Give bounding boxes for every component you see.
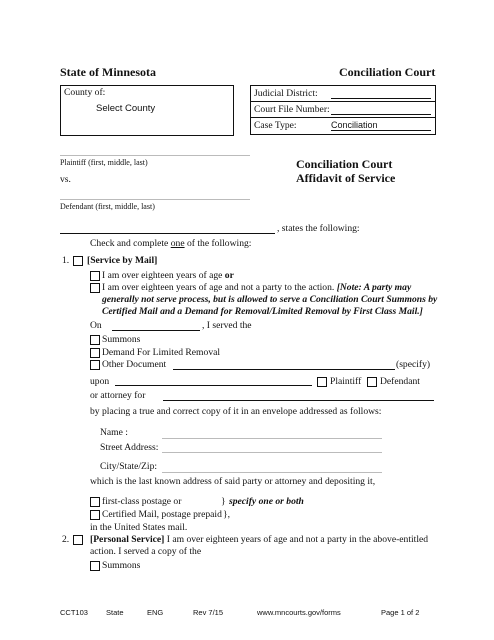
defendant-field[interactable] (60, 199, 250, 200)
other-document-field[interactable] (173, 369, 395, 370)
other-document-checkbox[interactable] (90, 360, 100, 370)
demand-label: Demand For Limited Removal (102, 347, 221, 358)
court-file-number-label: Court File Number: (254, 104, 330, 115)
over-eighteen-checkbox[interactable] (90, 271, 100, 281)
footer-page-number: Page 1 of 2 (381, 608, 420, 617)
plaintiff-field[interactable] (60, 155, 250, 156)
attorney-field[interactable] (163, 400, 434, 401)
defendant-checkbox[interactable] (367, 377, 377, 387)
county-select[interactable]: Select County (96, 103, 156, 114)
service-by-mail-checkbox[interactable] (73, 256, 83, 266)
attorney-label: or attorney for (90, 390, 146, 401)
plaintiff-label: Plaintiff (first, middle, last) (60, 158, 148, 167)
certified-mail-checkbox[interactable] (90, 510, 100, 520)
brace-bottom: }, (223, 509, 231, 520)
affiant-name-field[interactable] (60, 233, 275, 234)
note-line-3: Certified Mail and a Demand for Removal/Limited Removal by First Class Mail.] (102, 306, 423, 317)
name-label: Name : (100, 427, 128, 438)
judicial-district-label: Judicial District: (254, 88, 318, 99)
section-2-number: 2. (62, 534, 70, 545)
served-label: , I served the (202, 320, 252, 331)
over-eighteen-not-party-checkbox[interactable] (90, 283, 100, 293)
first-class-label: first-class postage or (102, 496, 182, 507)
personal-service-checkbox[interactable] (73, 535, 83, 545)
brace-top: } (221, 496, 226, 507)
plaintiff-checkbox[interactable] (317, 377, 327, 387)
us-mail-text: in the United States mail. (90, 522, 188, 533)
footer-form-code: CCT103 (60, 608, 88, 617)
on-label: On (90, 320, 102, 331)
court-heading: Conciliation Court (339, 65, 436, 79)
plaintiff-option-label: Plaintiff (330, 376, 362, 387)
defendant-option-label: Defendant (380, 376, 420, 387)
defendant-label: Defendant (first, middle, last) (60, 202, 155, 211)
summons-label: Summons (102, 334, 141, 345)
judicial-district-field[interactable] (331, 98, 431, 99)
personal-summons-checkbox[interactable] (90, 561, 100, 571)
state-heading: State of Minnesota (60, 65, 156, 79)
form-title-line-1: Conciliation Court (296, 157, 393, 171)
other-document-label: Other Document (102, 359, 167, 370)
form-title-line-2: Affidavit of Service (296, 171, 396, 185)
footer-language: ENG (147, 608, 164, 617)
last-known-text: which is the last known address of said party or attorney and depositing it, (90, 476, 376, 487)
personal-service-line-2: action. I served a copy of the (90, 546, 202, 557)
personal-service-line-1: [Personal Service] I am over eighteen years of age and not a party in the above-entitled (90, 534, 429, 545)
footer-scope: State (106, 608, 124, 617)
service-by-mail-heading: [Service by Mail] (87, 255, 158, 266)
placing-text: by placing a true and correct copy of it in an envelope addressed as follows: (90, 406, 382, 417)
case-type-value: Conciliation (331, 120, 378, 130)
vs-label: vs. (60, 174, 71, 185)
personal-summons-label: Summons (102, 560, 141, 571)
county-label: County of: (64, 87, 106, 98)
check-instruction: Check and complete one of the following: (90, 238, 252, 249)
section-1-number: 1. (62, 255, 70, 266)
specify-both-note: specify one or both (229, 496, 304, 507)
states-following: , states the following: (277, 223, 360, 234)
over-eighteen-text: I am over eighteen years of age or (102, 270, 234, 281)
case-type-label: Case Type: (254, 120, 297, 131)
court-file-number-field[interactable] (331, 114, 431, 115)
name-field[interactable] (162, 438, 382, 439)
footer-revision: Rev 7/15 (193, 608, 224, 617)
demand-checkbox[interactable] (90, 348, 100, 358)
certified-mail-label: Certified Mail, postage prepaid (102, 509, 222, 520)
over-eighteen-not-party-text: I am over eighteen years of age and not a party to the action. [Note: A party may (102, 282, 412, 293)
service-date-field[interactable] (112, 330, 200, 331)
footer-url: www.mncourts.gov/forms (257, 608, 341, 617)
upon-field[interactable] (115, 385, 312, 386)
city-label: City/State/Zip: (100, 461, 158, 472)
street-label: Street Address: (100, 442, 159, 453)
summons-checkbox[interactable] (90, 335, 100, 345)
upon-label: upon (90, 376, 110, 387)
first-class-checkbox[interactable] (90, 497, 100, 507)
street-field[interactable] (162, 452, 382, 453)
note-line-2: generally not serve process, but is allowed to serve a Conciliation Court Summons by (102, 294, 438, 305)
specify-label: (specify) (396, 359, 431, 370)
city-field[interactable] (162, 472, 382, 473)
